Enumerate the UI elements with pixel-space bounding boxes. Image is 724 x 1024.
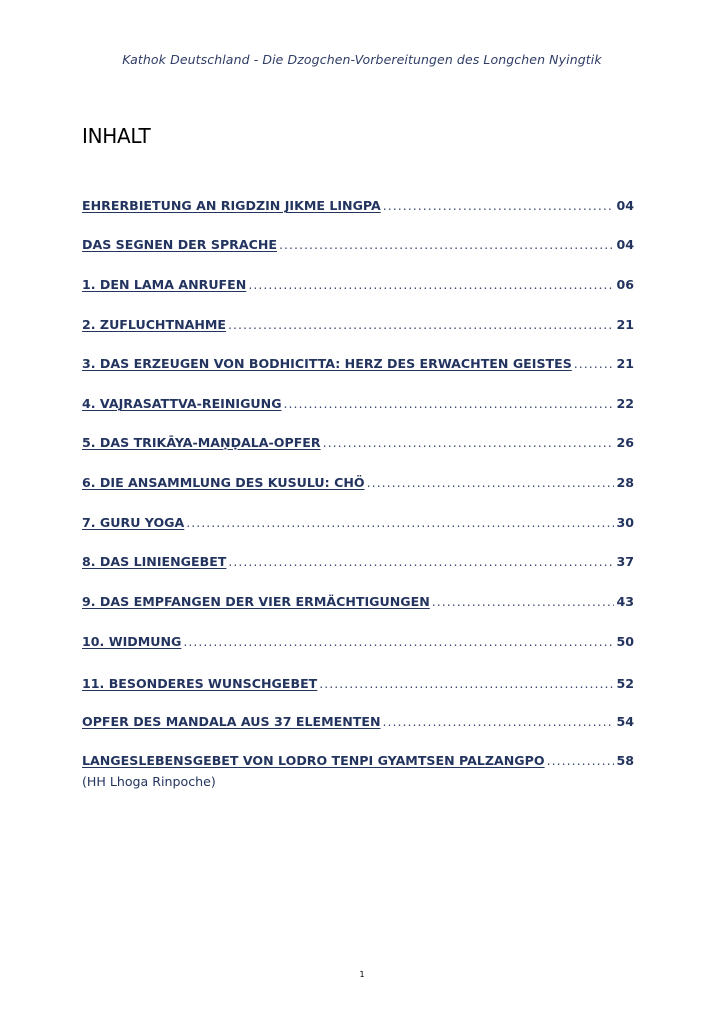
toc-entry-label: 3. DAS ERZEUGEN VON BODHICITTA: HERZ DES ERWACHTEN GEISTES — [82, 356, 572, 371]
toc-entry-page: 21 — [616, 356, 634, 371]
toc-entry-page: 54 — [616, 714, 634, 729]
toc-entry-page: 26 — [616, 435, 634, 450]
toc-entry-label: 2. ZUFLUCHTNAHME — [82, 317, 227, 332]
toc-entry[interactable] — [82, 676, 634, 696]
toc-entry[interactable] — [82, 317, 634, 337]
toc-leader — [323, 435, 615, 450]
toc-leader — [547, 753, 615, 768]
toc-subnote: (HH Lhoga Rinpoche) — [82, 774, 216, 789]
toc-entry[interactable] — [82, 554, 634, 574]
toc-leader — [319, 676, 614, 691]
toc-leader — [432, 594, 615, 609]
toc-entry-page: 04 — [616, 237, 634, 252]
toc-entry-label: 6. DIE ANSAMMLUNG DES KUSULU: CHÖ — [82, 475, 365, 490]
toc-entry-page: 58 — [616, 753, 634, 768]
toc-leader — [186, 515, 614, 530]
toc-entry[interactable] — [82, 237, 634, 257]
toc-entry-page: 37 — [616, 554, 634, 569]
toc-entry[interactable] — [82, 277, 634, 297]
toc-entry-label: EHRERBIETUNG AN RIGDZIN JIKME LINGPA — [82, 198, 381, 213]
toc-entry[interactable] — [82, 515, 634, 535]
toc-entry-label: 4. VAJRASATTVA-REINIGUNG — [82, 396, 282, 411]
toc-entry-label: DAS SEGNEN DER SPRACHE — [82, 237, 278, 252]
toc-entry-page: 22 — [616, 396, 634, 411]
toc-entry-page: 52 — [616, 676, 634, 691]
toc-entry-page: 21 — [616, 317, 634, 332]
toc-entry-label: 10. WIDMUNG — [82, 634, 182, 649]
toc-entry-page: 04 — [616, 198, 634, 213]
running-header: Kathok Deutschland - Die Dzogchen-Vorbereitungen des Longchen Nyingtik — [122, 52, 602, 67]
toc-leader — [248, 277, 614, 292]
toc-entry[interactable] — [82, 396, 634, 416]
toc-entry-page: 06 — [616, 277, 634, 292]
toc-entry[interactable] — [82, 714, 634, 734]
page-title: INHALT — [82, 124, 151, 148]
toc-entry-label: 8. DAS LINIENGEBET — [82, 554, 227, 569]
toc-entry-label: LANGESLEBENSGEBET VON LODRO TENPI GYAMTSEN PALZANGPO — [82, 753, 545, 768]
toc-entry-page: 30 — [616, 515, 634, 530]
toc-leader — [279, 237, 614, 252]
toc-leader — [228, 554, 614, 569]
toc-entry-label: 11. BESONDERES WUNSCHGEBET — [82, 676, 318, 691]
toc-entry-label: 1. DEN LAMA ANRUFEN — [82, 277, 247, 292]
toc-entry-page: 50 — [616, 634, 634, 649]
toc-leader — [228, 317, 614, 332]
toc-leader — [574, 356, 615, 371]
toc-entry[interactable] — [82, 753, 634, 773]
toc-entry-label: 7. GURU YOGA — [82, 515, 185, 530]
page-number: 1 — [359, 970, 365, 979]
toc-entry-label: 5. DAS TRIKĀYA-MAṆḌALA-OPFER — [82, 435, 321, 450]
toc-entry[interactable] — [82, 198, 634, 218]
toc-entry-label: 9. DAS EMPFANGEN DER VIER ERMÄCHTIGUNGEN — [82, 594, 430, 609]
toc-leader — [383, 198, 615, 213]
toc-entry-page: 43 — [616, 594, 634, 609]
toc-leader — [383, 714, 615, 729]
toc-leader — [284, 396, 615, 411]
toc-entry[interactable] — [82, 435, 634, 455]
toc-entry[interactable] — [82, 475, 634, 495]
toc-leader — [367, 475, 615, 490]
toc-entry-page: 28 — [616, 475, 634, 490]
toc-entry-label: OPFER DES MANDALA AUS 37 ELEMENTEN — [82, 714, 381, 729]
toc-entry[interactable] — [82, 634, 634, 654]
toc-leader — [183, 634, 614, 649]
toc-entry[interactable] — [82, 594, 634, 614]
toc-entry[interactable] — [82, 356, 634, 376]
